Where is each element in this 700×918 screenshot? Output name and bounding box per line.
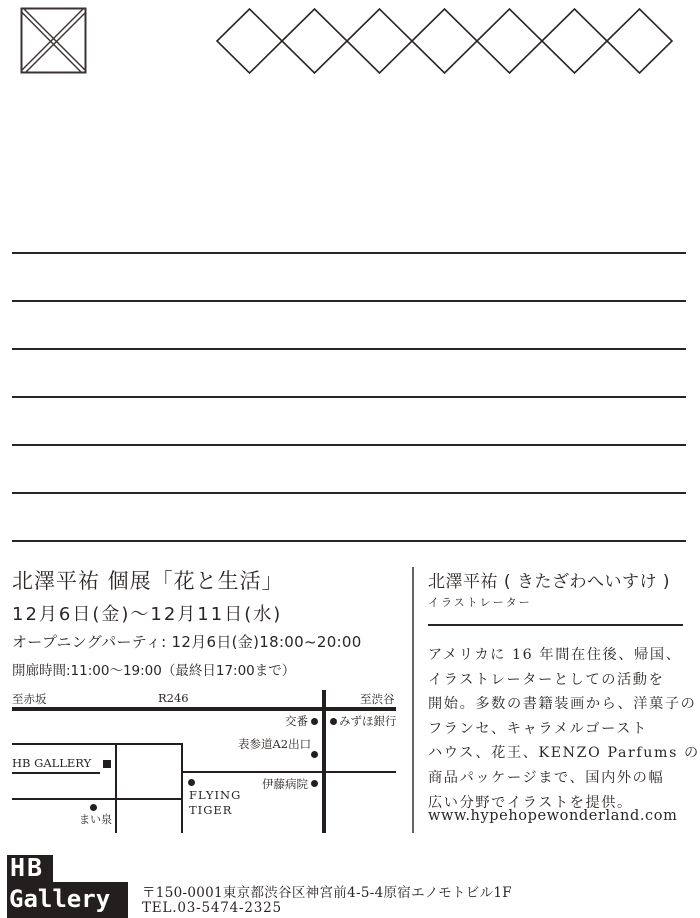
logo-hb-text: HB xyxy=(10,853,45,882)
map-label-to-shibuya: 至渋谷 xyxy=(360,692,395,706)
map-label-to-akasaka: 至赤坂 xyxy=(12,692,47,706)
bio-line: 広い分野でイラストを提供。 xyxy=(428,794,633,811)
writing-line xyxy=(12,444,686,446)
map-label-maisen: まい泉 xyxy=(79,813,112,826)
koban-marker xyxy=(311,718,318,725)
map-label-hb-gallery: HB GALLERY xyxy=(12,756,92,770)
gallery-phone: TEL.03-5474-2325 xyxy=(142,900,282,916)
road-vertical-1 xyxy=(115,743,117,833)
writing-line xyxy=(12,396,686,398)
writing-line xyxy=(12,348,686,350)
diamond-border-decoration xyxy=(215,7,675,75)
writing-line xyxy=(12,252,686,254)
map-label-ito-hospital: 伊藤病院 xyxy=(262,777,308,791)
gallery-underline xyxy=(12,772,100,774)
bio-line: ハウス、花王、KENZO Parfums の xyxy=(428,745,700,762)
bio-line: 商品パッケージまで、国内外の幅 xyxy=(428,769,665,786)
writing-line xyxy=(12,492,686,494)
exhibition-dates: 12月6日(金)～12月11日(水) xyxy=(12,604,283,625)
artist-divider xyxy=(428,624,683,626)
artist-role: イラストレーター xyxy=(428,596,532,609)
opening-party: オープニングパーティ: 12月6日(金)18:00~20:00 xyxy=(12,633,362,651)
ito-hospital-marker xyxy=(311,780,318,787)
road-r246 xyxy=(12,707,396,711)
exhibition-title: 北澤平祐 個展「花と生活」 xyxy=(12,569,284,593)
bio-line: アメリカに 16 年間在住後、帰国、 xyxy=(428,647,682,663)
logo-hb-block xyxy=(7,855,53,883)
road-gallery-top xyxy=(12,743,183,745)
writing-line xyxy=(12,300,686,302)
road-gallery-bottom xyxy=(12,798,183,800)
artist-bio xyxy=(428,643,700,815)
road-vertical-2 xyxy=(181,743,183,833)
column-separator xyxy=(412,567,414,833)
mizuho-marker xyxy=(330,718,337,725)
map-label-koban: 交番 xyxy=(285,714,308,728)
hb-gallery-marker xyxy=(103,760,111,768)
map-label-mizuho: みずほ銀行 xyxy=(339,714,397,728)
bio-line: フランセ、キャラメルゴースト xyxy=(428,720,648,737)
artist-name: 北澤平祐 ( きたざわへいすけ ) xyxy=(428,572,670,592)
logo-gallery-text: Gallery xyxy=(9,885,111,913)
artist-website-link[interactable]: www.hypehopewonderland.com xyxy=(428,808,678,824)
maisen-marker xyxy=(90,804,97,811)
bio-line: 開始。多数の書籍装画から、洋菓子の xyxy=(428,696,697,713)
road-omotesando-vertical xyxy=(322,690,326,833)
map-label-r246: R246 xyxy=(158,691,189,705)
writing-line xyxy=(12,540,686,542)
flying-tiger-marker xyxy=(188,779,195,786)
map-label-flying: FLYING xyxy=(189,788,242,802)
logo-gallery-block xyxy=(7,882,128,918)
stamp-box-icon xyxy=(20,7,88,75)
omotesando-exit-marker xyxy=(311,751,318,758)
map-label-omotesando-exit: 表参道A2出口 xyxy=(238,737,312,751)
gallery-hours: 開廊時間:11:00～19:00（最終日17:00まで） xyxy=(12,663,296,679)
map-label-tiger: TIGER xyxy=(189,803,233,817)
road-hospital xyxy=(181,771,396,773)
gallery-address: 〒150-0001東京都渋谷区神宮前4-5-4原宿エノモトビル1F xyxy=(142,885,512,901)
bio-line: イラストレーターとしての活動を xyxy=(428,671,665,688)
